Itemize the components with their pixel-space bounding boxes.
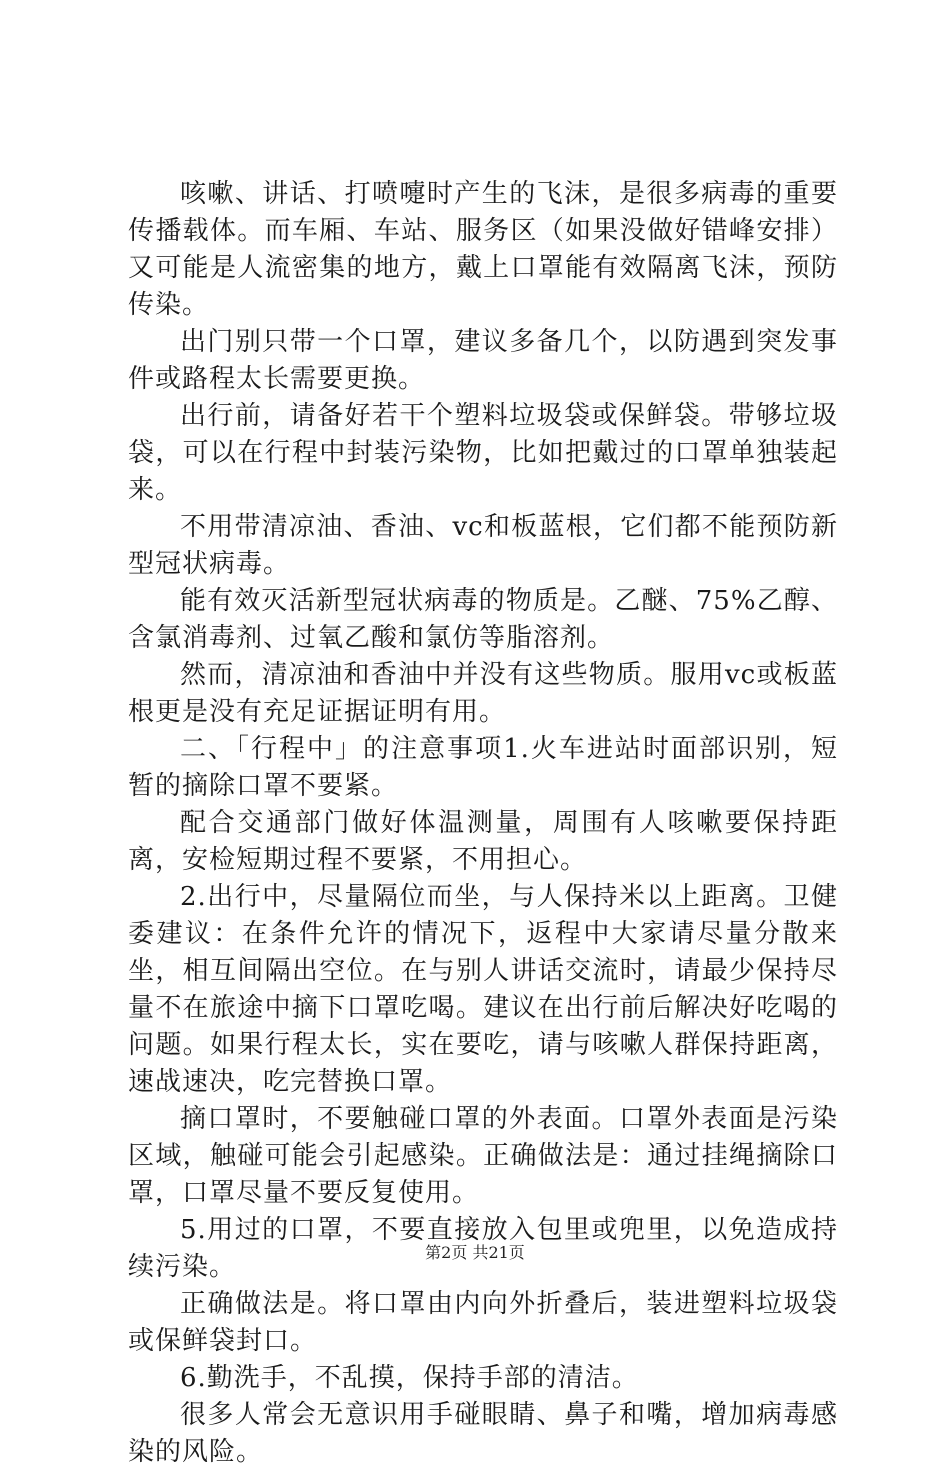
paragraph: 能有效灭活新型冠状病毒的物质是。乙醚、75%乙醇、含氯消毒剂、过氧乙酸和氯仿等脂溶剂。: [128, 586, 838, 653]
paragraph: 正确做法是。将口罩由内向外折叠后，装进塑料垃圾袋或保鲜袋封口。: [128, 1289, 838, 1356]
paragraph: 咳嗽、讲话、打喷嚏时产生的飞沫，是很多病毒的重要传播载体。而车厢、车站、服务区（如果没做好错峰安排）又可能是人流密集的地方，戴上口罩能有效隔离飞沫，预防传染。: [128, 179, 838, 320]
paragraph: 二、「行程中」的注意事项1.火车进站时面部识别，短暂的摘除口罩不要紧。: [128, 734, 838, 801]
paragraph: 出行前，请备好若干个塑料垃圾袋或保鲜袋。带够垃圾袋，可以在行程中封装污染物，比如把戴过的口罩单独装起来。: [128, 401, 838, 505]
paragraph: 很多人常会无意识用手碰眼睛、鼻子和嘴，增加病毒感染的风险。: [128, 1400, 838, 1467]
paragraph: 6.勤洗手，不乱摸，保持手部的清洁。: [180, 1363, 639, 1393]
paragraph: 2.出行中，尽量隔位而坐，与人保持米以上距离。卫健委建议：在条件允许的情况下，返程中大家请尽量分散来坐，相互间隔出空位。在与别人讲话交流时，请最少保持尽量不在旅途中摘下口罩吃喝。建议在出行前后解决好吃喝的问题。如果行程太长，实在要吃，请与咳嗽人群保持距离，速战速决，吃完替换口罩。: [128, 882, 838, 1097]
paragraph: 不用带清凉油、香油、vc和板蓝根，它们都不能预防新型冠状病毒。: [128, 512, 838, 579]
paragraph: 配合交通部门做好体温测量，周围有人咳嗽要保持距离，安检短期过程不要紧，不用担心。: [128, 808, 838, 875]
document-body: [128, 176, 838, 1471]
paragraph: 5.用过的口罩，不要直接放入包里或兜里，以免造成持续污染。: [128, 1215, 838, 1282]
paragraph: 然而，清凉油和香油中并没有这些物质。服用vc或板蓝根更是没有充足证据证明有用。: [128, 660, 838, 727]
paragraph: 摘口罩时，不要触碰口罩的外表面。口罩外表面是污染区域，触碰可能会引起感染。正确做法是：通过挂绳摘除口罩，口罩尽量不要反复使用。: [128, 1104, 838, 1208]
page-number-footer: 第2页 共21页: [425, 1243, 525, 1262]
paragraph: 出门别只带一个口罩，建议多备几个，以防遇到突发事件或路程太长需要更换。: [128, 327, 838, 394]
